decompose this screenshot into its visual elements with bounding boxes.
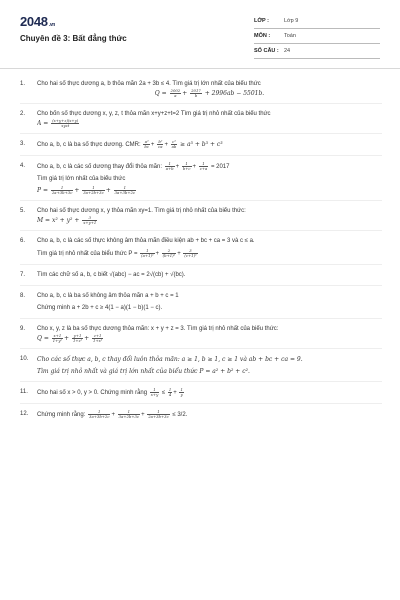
problem-list bbox=[20, 80, 382, 420]
problem-12: 12. Chứng minh rằng: $\frac{1}{3a+3b+2c}$ + $\frac{1}{3a+2b+3c}$ + $\frac{1}{2a+3b+3c}$ ≤ 3/2. bbox=[20, 410, 188, 420]
formula: M = x² + y² + $\frac{3}{x+y+1}$ bbox=[37, 216, 97, 226]
problem-4: 4. Cho a, b, c là các số dương thay đổi thỏa mãn: $\frac{1}{a+b}$ + $\frac{1}{b+c}$ + $\frac{1}{c+a}$ = 2017 Tìm giá trị lớn nhất của biểu thức P = $\frac{1}{2a+3b+3c}$ + $\frac{1}{3a+2b+3c}$ + $\frac{1}{3a+3b+2c}$ bbox=[20, 162, 382, 195]
problem-6: 6. Cho a, b, c là các số thực không âm thỏa mãn điều kiện ab + bc + ca = 3 và c ≤ a. Tìm giá trị nhỏ nhất của biểu thức P = $\frac{1}{\text{(a+1)²}}$ + $\frac{2}{\text{(b+1)²}}$ + $\frac{3}{\text{(c+1)²}}$ bbox=[20, 238, 255, 259]
site-logo[interactable]: 2048.vn bbox=[20, 14, 56, 29]
formula: Q = $\frac{x+1}{\text{1+y²}}$ + $\frac{y+1}{\text{1+z²}}$ + $\frac{z+1}{\text{1+x²}}$ bbox=[37, 334, 103, 344]
formula: P = $\frac{1}{2a+3b+3c}$ + $\frac{1}{3a+2b+3c}$ + $\frac{1}{3a+3b+2c}$ bbox=[37, 186, 136, 196]
formula: Q = $\frac{2002}{a}$ + $\frac{2017}{b}$ + 2996ab − 5501b. bbox=[154, 89, 265, 98]
formula: A = $\frac{(x+y+z)(x+y)}{\text{xyzt}}$ bbox=[37, 119, 79, 128]
meta-row-subject: MÔN : Toán bbox=[254, 29, 380, 44]
meta-row-count: SỐ CÂU : 24 bbox=[254, 44, 380, 59]
problem-5: 5. Cho hai số thực dương x, y thỏa mãn xy=1. Tìm giá trị nhỏ nhất của biểu thức: M = x² + y² + $\frac{3}{x+y+1}$ bbox=[20, 207, 382, 225]
topic-title: Chuyên đề 3: Bất đẳng thức bbox=[20, 34, 127, 43]
problem-11: 11. Cho hai số x > 0, y > 0. Chứng minh rằng $\frac{1}{x+y}$ ≤ $\frac{1}{4}$ + $\frac{1}{y}$ bbox=[20, 388, 183, 398]
meta-row-class: LỚP : Lớp 9 bbox=[254, 14, 380, 29]
problem-7: 7. Tìm các chữ số a, b, c biết √(abc) − ac = 2√(cb) + √(bc). bbox=[20, 272, 186, 279]
problem-10: 10. Cho các số thực a, b, c thay đổi luôn thỏa mãn: a ≥ 1, b ≥ 1, c ≥ 1 và ab + bc + ca = 9. Tìm giá trị nhỏ nhất và giá trị lớn nhất của biểu thức P = a² + b² + c². bbox=[20, 356, 303, 376]
problem-8: 8. Cho a, b, c là ba số không âm thỏa mãn a + b + c = 1 Chứng minh a + 2b + c ≥ 4(1 − a)(1 − b)(1 − c). bbox=[20, 293, 179, 312]
problem-3: 3. Cho a, b, c là ba số thực dương. CMR: $\frac{\text{a⁵}}{bc}$ + $\frac{\text{b⁵}}{ca}$ + $\frac{\text{c⁵}}{ab}$ ≥ a³ + b³ + c³ bbox=[20, 140, 223, 149]
header-divider bbox=[0, 68, 400, 69]
problem-9: 9. Cho x, y, z là ba số thực dương thỏa mãn: x + y + z = 3. Tìm giá trị nhỏ nhất của biểu thức: Q = $\frac{x+1}{\text{1+y²}}$ + $\frac{y+1}{\text{1+z²}}$ + $\frac{z+1}{\text{1+x²}}$ bbox=[20, 325, 382, 343]
worksheet-header bbox=[20, 14, 380, 66]
problem-1: 1. Cho hai số thực dương a, b thỏa mãn 2a + 3b ≤ 4. Tìm giá trị lớn nhất của biểu thức Q = $\frac{2002}{a}$ + $\frac{2017}{b}$ + 2996ab − 5501b. bbox=[20, 80, 382, 98]
meta-table bbox=[254, 14, 380, 59]
problem-2: 2. Cho bốn số thực dương x, y, z, t thỏa mãn x+y+z+t=2 Tìm giá trị nhỏ nhất của biểu thức A = $\frac{(x+y+z)(x+y)}{\text{xyzt}}$ bbox=[20, 110, 382, 128]
